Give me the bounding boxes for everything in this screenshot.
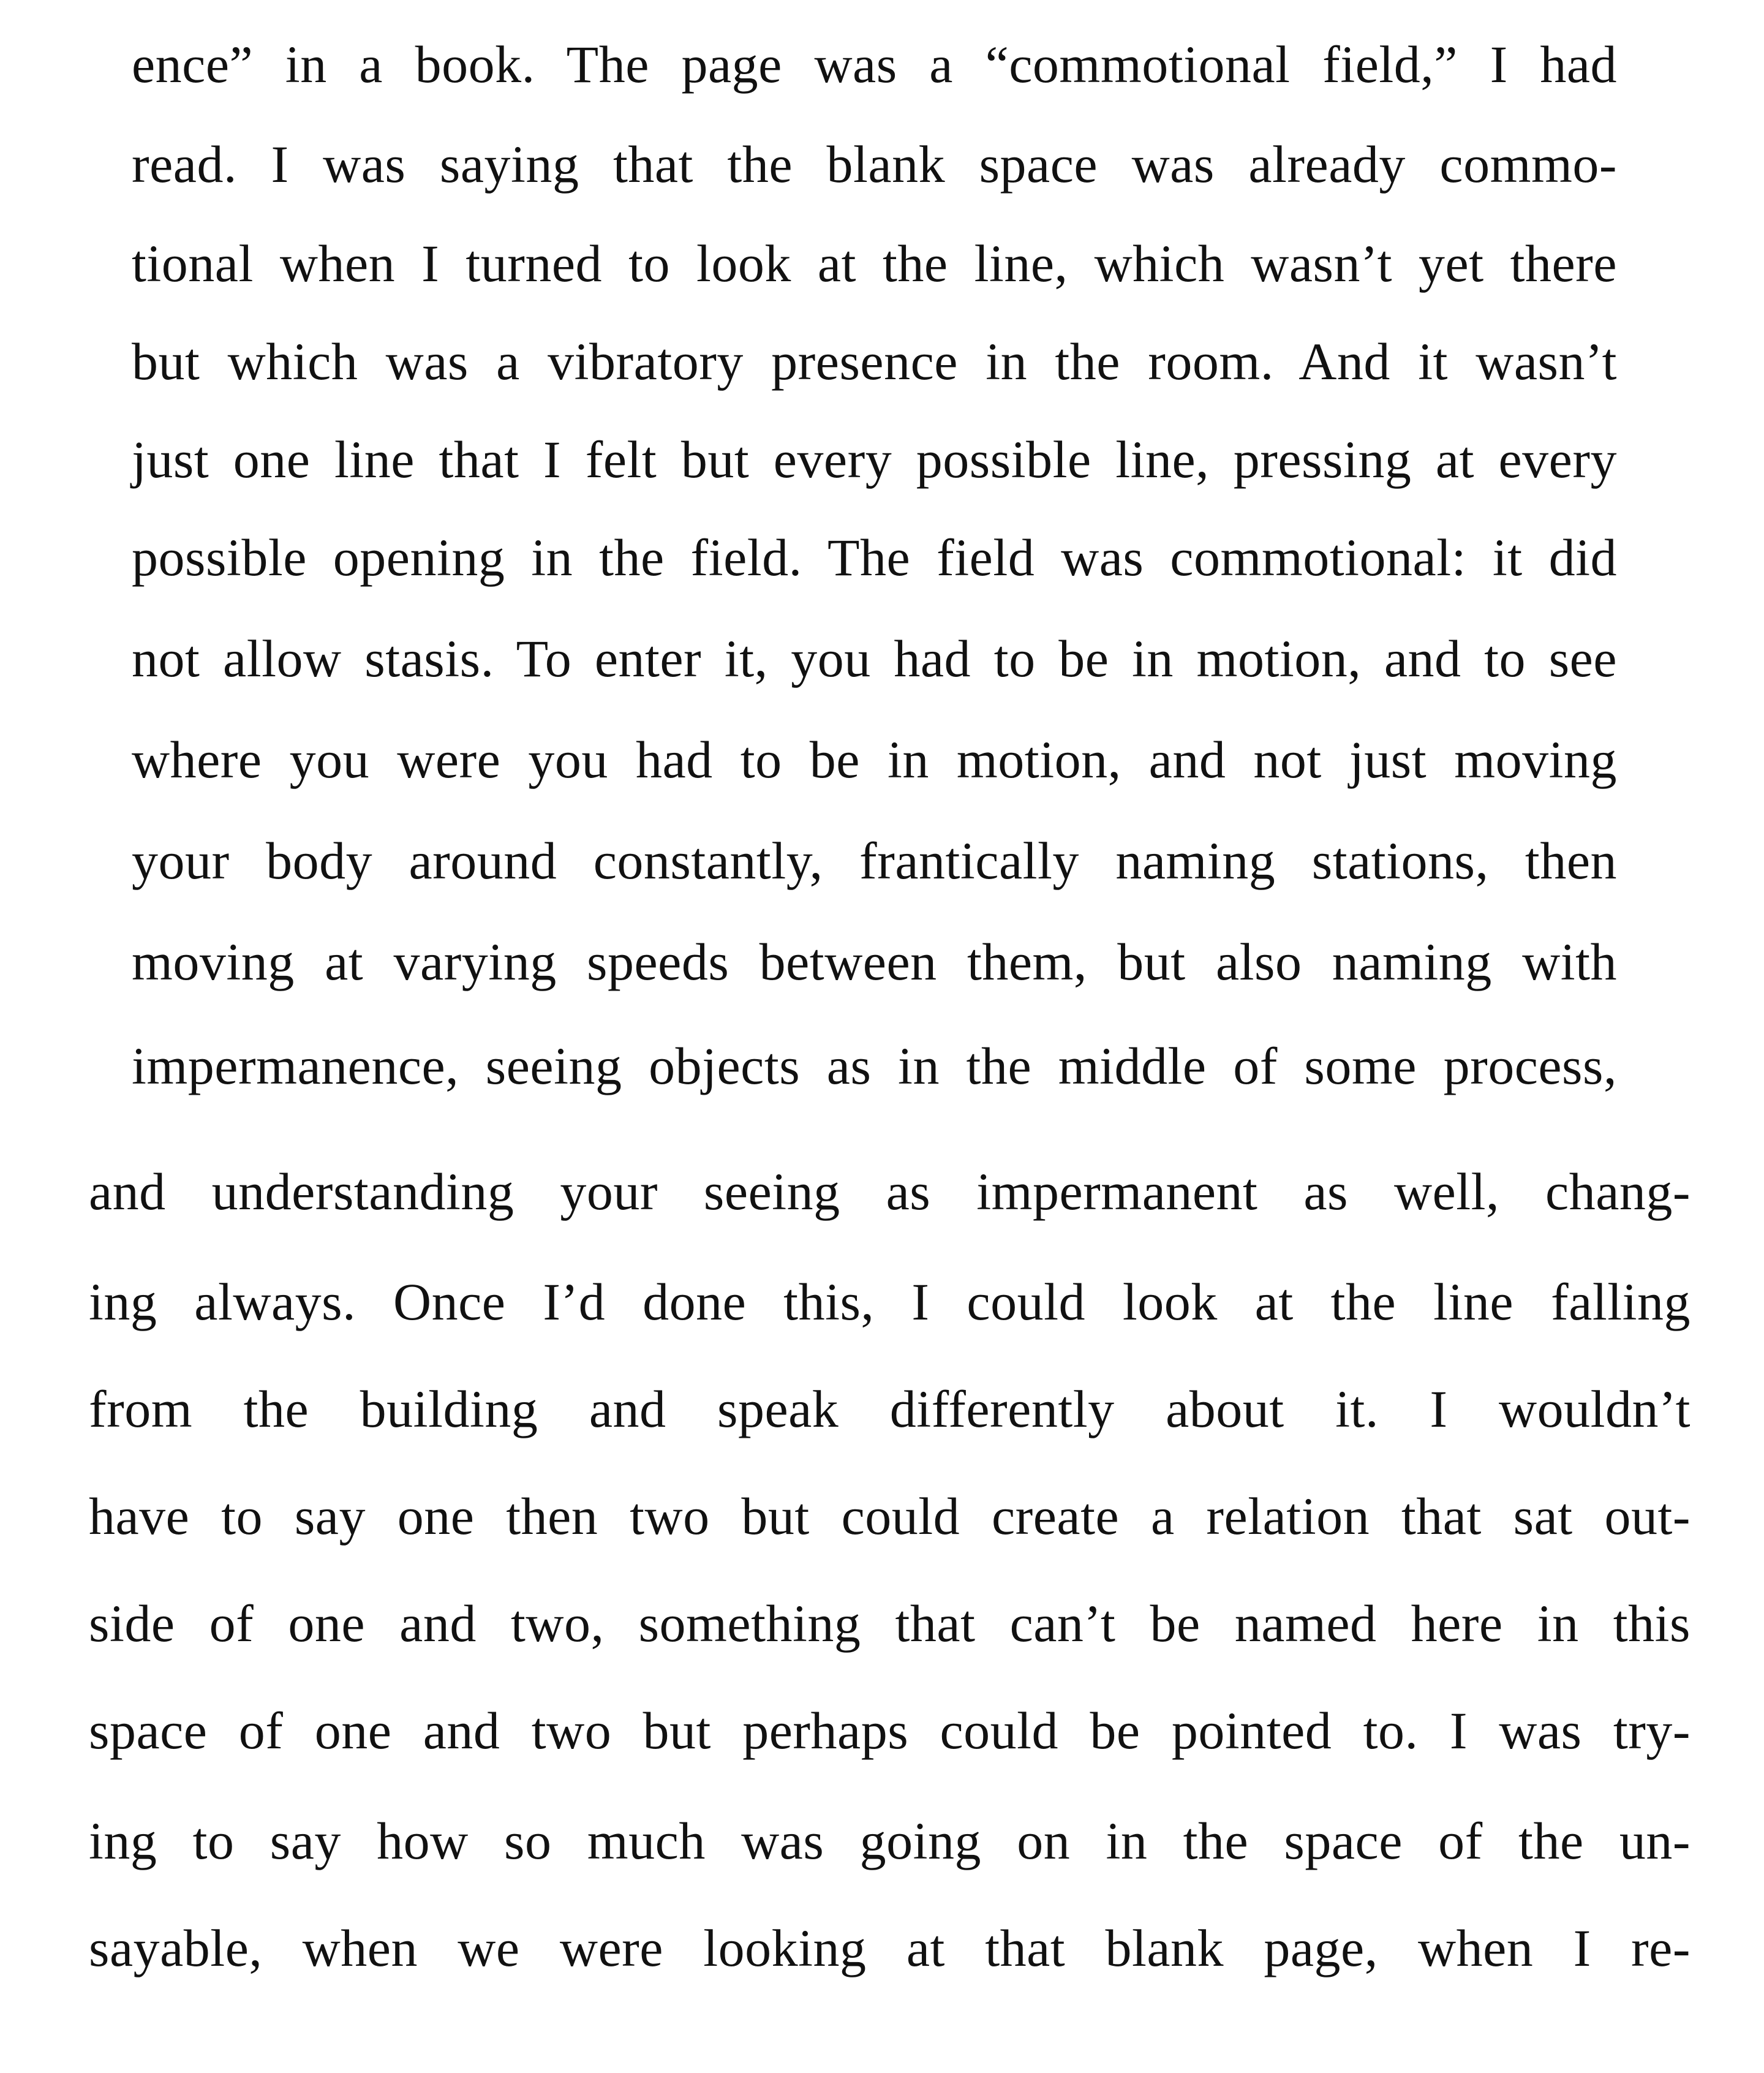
text-line: not allow stasis. To enter it, you had to be in motion, and to see (132, 629, 1617, 688)
text-line: have to say one then two but could create a relation that sat out- (89, 1487, 1691, 1546)
text-line: moving at varying speeds between them, but also naming with (132, 932, 1617, 991)
text-line: tional when I turned to look at the line, which wasn’t yet there (132, 234, 1617, 293)
text-line: from the building and speak differently about it. I wouldn’t (89, 1380, 1691, 1438)
text-line: sayable, when we were looking at that blank page, when I re- (89, 1919, 1691, 1977)
text-line: but which was a vibratory presence in the room. And it wasn’t (132, 332, 1617, 391)
text-line: space of one and two but perhaps could be pointed to. I was try- (89, 1701, 1691, 1760)
text-line: side of one and two, something that can’t be named here in this (89, 1594, 1691, 1653)
text-line: possible opening in the field. The field was commotional: it did (132, 528, 1617, 587)
text-line: just one line that I felt but every possible line, pressing at every (132, 430, 1617, 489)
text-line: ence” in a book. The page was a “commotional field,” I had (132, 35, 1617, 94)
text-line: impermanence, seeing objects as in the middle of some process, (132, 1036, 1617, 1095)
text-line: where you were you had to be in motion, and not just moving (132, 730, 1617, 789)
text-line: your body around constantly, frantically naming stations, then (132, 831, 1617, 890)
text-line: ing always. Once I’d done this, I could look at the line falling (89, 1272, 1691, 1331)
text-line: read. I was saying that the blank space was already commo- (132, 135, 1617, 194)
text-line: ing to say how so much was going on in the space of the un- (89, 1811, 1691, 1870)
text-line: and understanding your seeing as impermanent as well, chang- (89, 1162, 1691, 1221)
